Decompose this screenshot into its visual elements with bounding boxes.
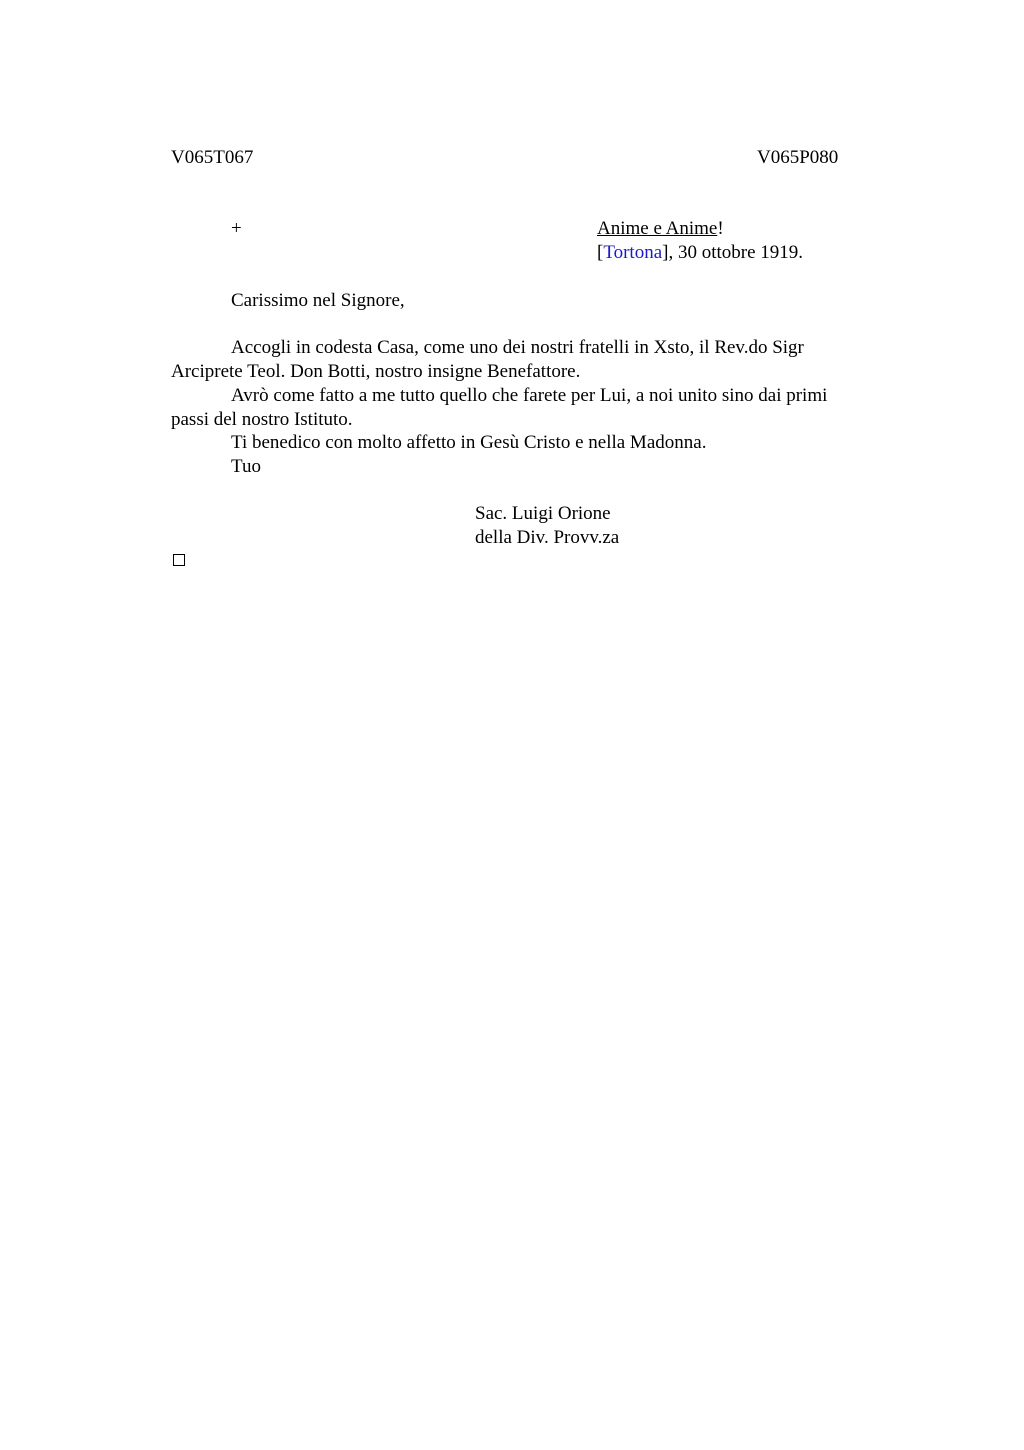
cross-mark: + bbox=[231, 218, 242, 239]
motto-line bbox=[597, 217, 724, 241]
document-code-right: V065P080 bbox=[757, 147, 839, 168]
paragraph-2-first-line: Avrò come fatto a me tutto quello che farete per Lui, a noi unito sino dai primi bbox=[231, 385, 828, 406]
closing-word: Tuo bbox=[231, 456, 261, 477]
signature-name: Sac. Luigi Orione bbox=[475, 503, 611, 524]
motto-text: Anime e Anime bbox=[597, 218, 718, 239]
document-code-left: V065T067 bbox=[171, 147, 254, 168]
salutation: Carissimo nel Signore, bbox=[231, 290, 405, 311]
paragraph-1-first-line: Accogli in codesta Casa, come uno dei nostri fratelli in Xsto, il Rev.do Sigr bbox=[231, 337, 804, 358]
dateline-open-bracket: [ bbox=[597, 242, 604, 263]
signature-title: della Div. Provv.za bbox=[475, 527, 620, 548]
dateline-place-link[interactable]: Tortona bbox=[603, 242, 663, 263]
paragraph-1-continuation: Arciprete Teol. Don Botti, nostro insigne Benefattore. bbox=[171, 361, 581, 382]
paragraph-3: Ti benedico con molto affetto in Gesù Cristo e nella Madonna. bbox=[231, 432, 707, 453]
paragraph-2-continuation: passi del nostro Istituto. bbox=[171, 409, 353, 430]
checkbox-square-icon[interactable] bbox=[173, 554, 185, 566]
dateline-date: ], 30 ottobre 1919. bbox=[662, 242, 804, 263]
dateline bbox=[597, 241, 803, 265]
motto-suffix: ! bbox=[717, 218, 724, 239]
